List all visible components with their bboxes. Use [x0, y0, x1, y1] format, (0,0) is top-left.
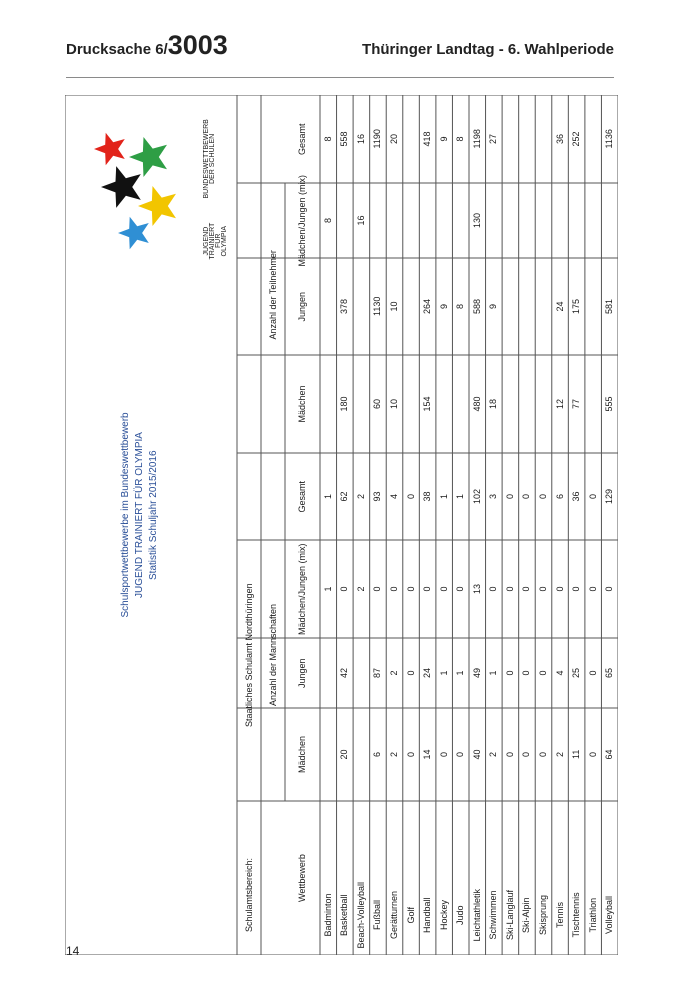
- table-cell: 154: [422, 396, 433, 412]
- document-number: [66, 30, 228, 61]
- table-cell: 16: [355, 215, 366, 226]
- table-cell: 0: [405, 586, 416, 592]
- table-cell: 1: [455, 493, 466, 499]
- sport-name: Hockey: [438, 899, 449, 930]
- table-cell: 0: [455, 751, 466, 757]
- sport-name: Judo: [455, 905, 466, 925]
- table-cell: 40: [471, 749, 482, 760]
- column-header: Jungen: [296, 658, 307, 688]
- table-cell: 0: [538, 493, 548, 499]
- column-header: Mädchen: [296, 385, 307, 423]
- yellow-star-icon: [138, 186, 176, 226]
- logo-subtext: DER SCHULEN: [208, 133, 216, 184]
- sport-name: Basketball: [339, 894, 350, 936]
- table-cell: 1: [488, 670, 499, 676]
- sport-name: Badminton: [322, 893, 333, 937]
- table-cell: 2: [389, 670, 399, 676]
- table-cell: 0: [422, 586, 433, 592]
- table-cell: 60: [372, 398, 383, 409]
- table-cell: 38: [422, 491, 433, 502]
- table-cell: 3: [488, 493, 499, 499]
- logo-text: OLYMPIA: [220, 225, 228, 257]
- logo-text: JUGEND: [202, 226, 210, 256]
- table-cell: 8: [455, 303, 466, 309]
- table-cell: 65: [604, 667, 615, 678]
- title-line: Statistik Schuljahr 2015/2016: [147, 450, 159, 580]
- table-cell: 1190: [372, 129, 383, 149]
- table-cell: 264: [422, 298, 433, 314]
- table-cell: 8: [322, 136, 333, 142]
- table-cell: 129: [604, 488, 615, 504]
- sport-name: Triathlon: [587, 897, 598, 933]
- table-cell: 1198: [471, 129, 482, 149]
- column-header: Gesamt: [296, 480, 307, 513]
- table-cell: 36: [571, 491, 582, 502]
- table-cell: 20: [389, 133, 399, 144]
- table-cell: 1130: [372, 296, 383, 316]
- table-cell: 0: [438, 751, 449, 757]
- table-cell: 4: [554, 670, 565, 676]
- table-cell: 0: [538, 670, 548, 676]
- green-star-icon: [129, 137, 167, 177]
- table-cell: 1: [438, 670, 449, 676]
- table-cell: 0: [504, 670, 515, 676]
- table-cell: 0: [587, 493, 598, 499]
- table-cell: 1: [455, 670, 466, 676]
- sport-name: Schwimmen: [488, 890, 499, 940]
- table-cell: 0: [438, 586, 449, 592]
- table-cell: 16: [355, 133, 366, 144]
- table-cell: 1136: [604, 129, 615, 149]
- column-header: Mädchen: [296, 735, 307, 773]
- table-cell: 10: [389, 398, 399, 409]
- sport-name: Tischtennis: [571, 892, 582, 938]
- table-cell: 0: [604, 586, 615, 592]
- table-cell: 77: [571, 398, 582, 409]
- table-cell: 555: [604, 396, 615, 412]
- table-cell: 1: [438, 493, 449, 499]
- table-cell: 418: [422, 131, 433, 147]
- schulamt-value: Staatliches Schulamt Nordthüringen: [243, 583, 254, 727]
- table-cell: 2: [488, 751, 499, 757]
- red-star-icon: [94, 133, 125, 165]
- table-cell: 0: [521, 493, 532, 499]
- table-cell: 20: [339, 749, 350, 760]
- table-cell: 6: [372, 751, 383, 757]
- table-cell: 180: [339, 396, 350, 412]
- table-cell: 9: [488, 303, 499, 309]
- olympia-logo: [94, 133, 176, 249]
- column-header-wettbewerb: Wettbewerb: [296, 854, 307, 902]
- table-cell: 24: [422, 667, 433, 678]
- table-cell: 0: [405, 493, 416, 499]
- table-cell: 62: [339, 491, 350, 502]
- sport-name: Beach-Volleyball: [355, 881, 366, 949]
- table-cell: 0: [405, 751, 416, 757]
- title-line: JUGEND TRAINIERT FÜR OLYMPIA: [133, 432, 145, 598]
- table-cell: 18: [488, 398, 499, 409]
- table-cell: 9: [438, 303, 449, 309]
- table-cell: 1: [322, 586, 333, 592]
- table-cell: 0: [504, 751, 515, 757]
- table-cell: 175: [571, 298, 582, 314]
- sport-name: Fußball: [372, 899, 383, 930]
- table-cell: 10: [389, 301, 399, 312]
- sport-name: Golf: [405, 906, 416, 924]
- table-cell: 2: [355, 493, 366, 499]
- table-cell: 6: [554, 493, 565, 499]
- logo-text: FÜR: [214, 233, 222, 248]
- table-cell: 558: [339, 131, 350, 147]
- table-cell: 0: [521, 670, 532, 676]
- table-cell: 0: [571, 586, 582, 592]
- sport-name: Ski-Langlauf: [504, 889, 515, 940]
- table-cell: 130: [471, 212, 482, 228]
- group-participants-label: Anzahl der Teilnehmer: [267, 250, 278, 340]
- document-prefix: Drucksache 6/: [66, 41, 168, 58]
- logo-subtext: BUNDESWETTBEWERB: [202, 119, 210, 199]
- table-cell: 11: [571, 749, 582, 759]
- title-line: Schulsportwettbewerbe im Bundeswettbewerb: [119, 412, 131, 618]
- table-cell: 0: [521, 586, 532, 592]
- table-cell: 8: [322, 217, 333, 223]
- table-cell: 24: [554, 301, 565, 312]
- group-teams-label: Anzahl der Mannschaften: [267, 603, 278, 706]
- table-cell: 0: [372, 586, 383, 592]
- table-cell: 0: [488, 586, 499, 592]
- sport-name: Volleyball: [604, 895, 615, 934]
- table-cell: 0: [538, 751, 548, 757]
- table-cell: 0: [504, 493, 515, 499]
- table-cell: 0: [587, 670, 598, 676]
- table-cell: 12: [554, 398, 565, 409]
- table-cell: 25: [571, 667, 582, 678]
- table-cell: 0: [339, 586, 350, 592]
- table-cell: 13: [471, 583, 482, 594]
- document-number-value: 3003: [167, 30, 228, 60]
- table-cell: 2: [389, 751, 399, 757]
- page-number: 14: [66, 944, 80, 958]
- table-cell: 378: [339, 298, 350, 314]
- table-cell: 0: [504, 586, 515, 592]
- sport-name: Gerätturnen: [389, 890, 399, 939]
- table-cell: 252: [571, 131, 582, 147]
- table-cell: 36: [554, 133, 565, 144]
- table-cell: 102: [471, 488, 482, 504]
- blue-star-icon: [118, 217, 149, 249]
- statistics-table-frame: [65, 95, 618, 955]
- table-cell: 93: [372, 491, 383, 502]
- table-cell: 0: [405, 670, 416, 676]
- table-cell: 49: [471, 667, 482, 678]
- table-grid: [65, 95, 618, 955]
- column-header: Gesamt: [296, 123, 307, 155]
- schulamt-label: Schulamtsbereich:: [243, 857, 254, 932]
- table-cell: 8: [455, 136, 466, 142]
- table-cell: 4: [389, 493, 399, 499]
- table-cell: 581: [604, 298, 615, 314]
- sport-name: Ski-Alpin: [521, 897, 532, 933]
- sport-name: Leichtathletik: [471, 888, 482, 942]
- sport-name: Tennis: [554, 901, 565, 928]
- column-header: Jungen: [296, 291, 307, 322]
- table-cell: 2: [355, 586, 366, 592]
- table-cell: 0: [455, 586, 466, 592]
- table-cell: 1: [322, 493, 333, 499]
- table-cell: 9: [438, 136, 449, 142]
- table-cell: 42: [339, 667, 350, 678]
- table-cell: 0: [538, 586, 548, 592]
- table-cell: 0: [521, 751, 532, 757]
- black-star-icon: [101, 166, 141, 208]
- logo-text: TRAINIERT: [208, 222, 216, 260]
- table-cell: 27: [488, 133, 499, 144]
- table-cell: 0: [554, 586, 565, 592]
- table-cell: 64: [604, 749, 615, 760]
- table-cell: 87: [372, 667, 383, 678]
- table-cell: 14: [422, 749, 433, 760]
- table-cell: 0: [587, 586, 598, 592]
- table-cell: 0: [587, 751, 598, 757]
- column-header: Mädchen/Jungen (mix): [296, 543, 307, 635]
- table-cell: 480: [471, 396, 482, 412]
- header-divider: [66, 77, 614, 78]
- sport-name: Skisprung: [538, 894, 548, 935]
- column-header: Mädchen/Jungen (mix): [296, 174, 307, 267]
- table-cell: 2: [554, 751, 565, 757]
- sport-name: Handball: [422, 897, 433, 933]
- table-cell: 588: [471, 298, 482, 314]
- parliament-title: Thüringer Landtag - 6. Wahlperiode: [362, 41, 614, 58]
- table-cell: 0: [389, 586, 399, 592]
